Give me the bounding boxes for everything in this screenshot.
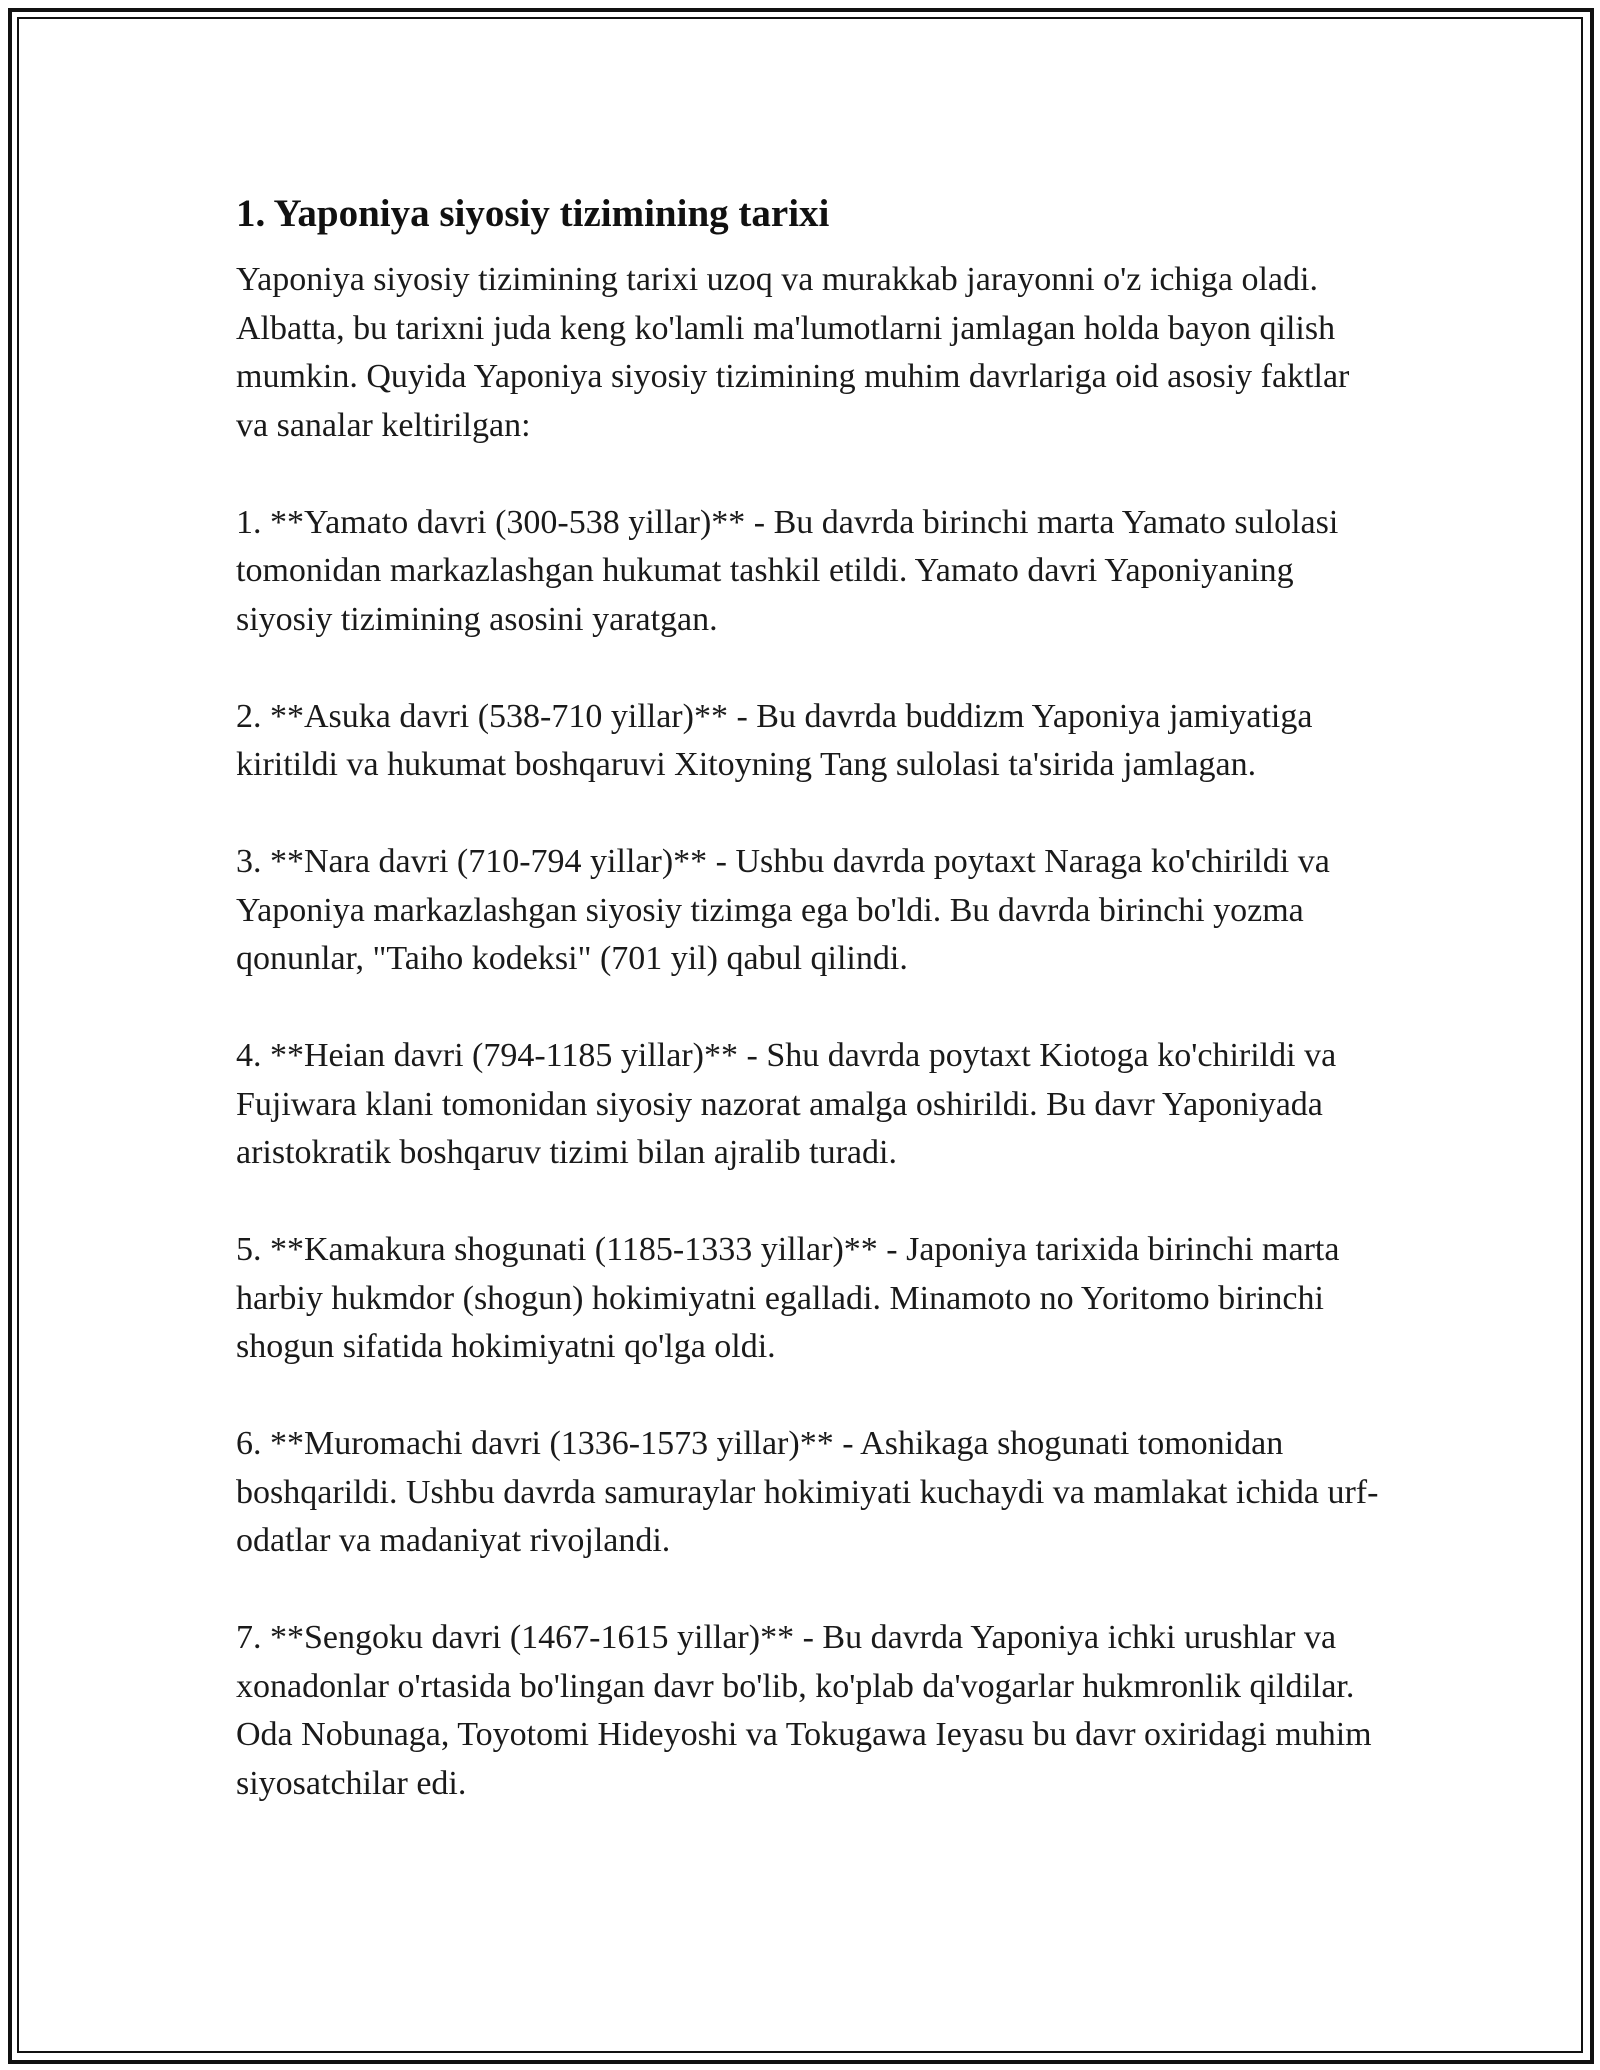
- list-item-heian: 4. **Heian davri (794-1185 yillar)** - Shu davrda poytaxt Kiotoga ko'chirildi va Fujiwara klani tomonidan siyosiy nazorat amalga oshirildi. Bu davr Yaponiyada aristokratik boshqaruv tizimi bilan ajralib turadi.: [236, 1037, 1337, 1171]
- list-item-nara: 3. **Nara davri (710-794 yillar)** - Ushbu davrda poytaxt Naraga ko'chirildi va Yaponiya markazlashgan siyosiy tizimga ega bo'ldi. Bu davrda birinchi yozma qonunlar, "Taiho kodeksi" (701 yil) qabul qilindi.: [236, 843, 1330, 977]
- list-item-yamato: 1. **Yamato davri (300-538 yillar)** - Bu davrda birinchi marta Yamato sulolasi tomonidan markazlashgan hukumat tashkil etildi. Yamato davri Yaponiyaning siyosiy tizimining asosini yaratgan.: [236, 503, 1339, 638]
- document-body: [236, 186, 1386, 1857]
- list-item-sengoku: 7. **Sengoku davri (1467-1615 yillar)** - Bu davrda Yaponiya ichki urushlar va xonadonlar o'rtasida bo'lingan davr bo'lib, ko'plab da'vogarlar hukmronlik qildilar. Oda Nobunaga, Toyotomi Hideyoshi va Tokugawa Ieyasu bu davr oxiridagi muhim siyosatchilar edi.: [236, 1619, 1372, 1802]
- list-item-kamakura: 5. **Kamakura shogunati (1185-1333 yillar)** - Japoniya tarixida birinchi marta harbiy hukmdor (shogun) hokimiyatni egalladi. Minamoto no Yoritomo birinchi shogun sifatida hokimiyatni qo'lga oldi.: [236, 1231, 1340, 1365]
- list-item-muromachi: 6. **Muromachi davri (1336-1573 yillar)** - Ashikaga shogunati tomonidan boshqarildi. Ushbu davrda samuraylar hokimiyati kuchaydi va mamlakat ichida urf-odatlar va madaniyat rivojlandi.: [236, 1425, 1379, 1559]
- document-title: 1. Yaponiya siyosiy tizimining tarixi: [236, 192, 830, 235]
- intro-paragraph: Yaponiya siyosiy tizimining tarixi uzoq va murakkab jarayonni o'z ichiga oladi. Albatta, bu tarixni juda keng ko'lamli ma'lumotlarni jamlagan holda bayon qilish mumkin. Quyida Yaponiya siyosiy tizimining muhim davrlariga oid asosiy faktlar va sanalar keltirilgan:: [236, 261, 1350, 444]
- list-item-asuka: 2. **Asuka davri (538-710 yillar)** - Bu davrda buddizm Yaponiya jamiyatiga kiritildi va hukumat boshqaruvi Xitoyning Tang sulolasi ta'sirida jamlagan.: [236, 697, 1313, 783]
